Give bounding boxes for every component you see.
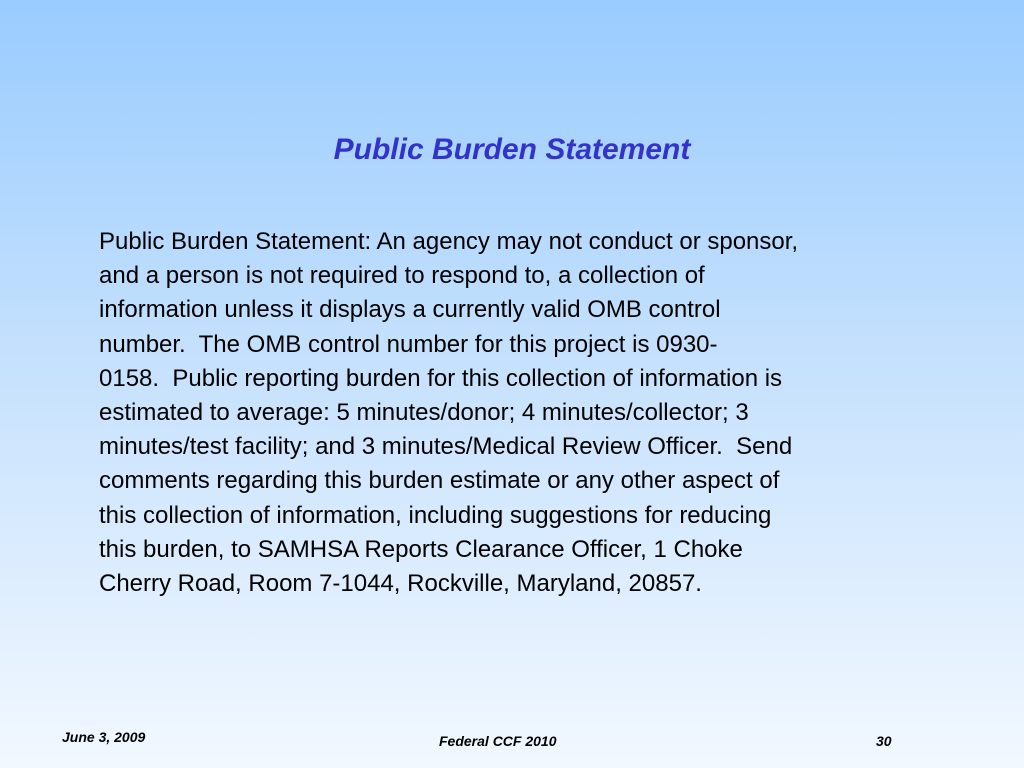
body-line: information unless it displays a currently valid OMB control (99, 296, 721, 324)
footer-title: Federal CCF 2010 (439, 733, 557, 749)
footer-date: June 3, 2009 (62, 729, 146, 745)
slide-title: Public Burden Statement (333, 133, 691, 166)
body-line: 0158. Public reporting burden for this collection of information is (99, 364, 783, 392)
body-line: comments regarding this burden estimate or any other aspect of (99, 467, 780, 495)
slide-body (99, 225, 949, 601)
body-line: number. The OMB control number for this project is 0930- (99, 330, 718, 358)
body-line: Cherry Road, Room 7-1044, Rockville, Maryland, 20857. (99, 570, 702, 598)
body-line: estimated to average: 5 minutes/donor; 4 minutes/collector; 3 (99, 399, 749, 427)
body-line: this collection of information, including suggestions for reducing (99, 501, 772, 529)
page-number: 30 (876, 733, 892, 749)
body-line: minutes/test facility; and 3 minutes/Medical Review Officer. Send (99, 433, 793, 461)
body-line: and a person is not required to respond to, a collection of (99, 262, 705, 290)
body-line: this burden, to SAMHSA Reports Clearance Officer, 1 Choke (99, 535, 743, 563)
body-line: Public Burden Statement: An agency may not conduct or sponsor, (99, 228, 799, 255)
